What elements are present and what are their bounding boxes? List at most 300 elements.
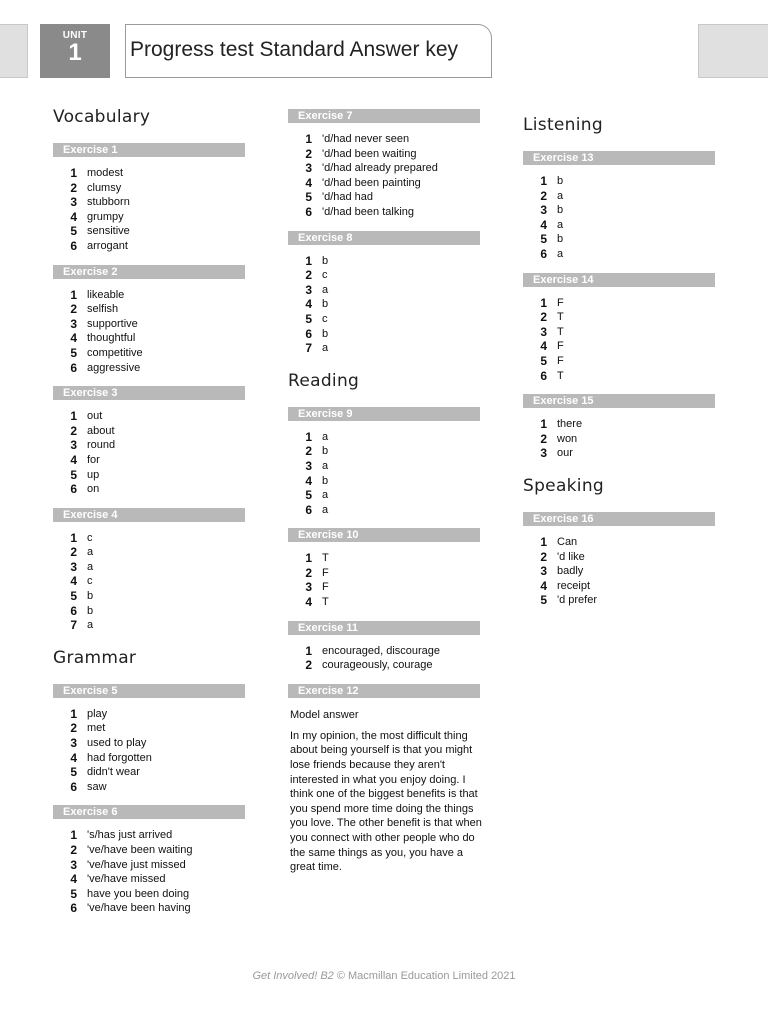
answer-number: 2 [70,423,77,438]
answer-text: had forgotten [87,751,152,764]
answer-number: 3 [70,857,77,872]
answer-text: a [322,342,329,355]
answer-list [523,417,715,461]
answer-number: 5 [305,190,312,205]
answer-list [288,254,480,356]
answer-number: 2 [70,180,77,195]
answer-text: c [87,575,93,588]
answer-number: 1 [70,409,77,424]
answer-number: 3 [305,580,312,595]
answer-number: 1 [305,253,312,268]
answer-row [288,580,480,595]
answer-text: sensitive [87,225,130,238]
answer-list [523,174,715,262]
answer-number: 3 [540,446,547,461]
answer-number: 2 [305,444,312,459]
answer-row [53,531,245,546]
answer-row [288,176,480,191]
answer-text: T [557,311,564,324]
answer-text: likeable [87,288,125,301]
answer-text: b [87,590,94,603]
answer-text: b [557,233,564,246]
exercise-header: Exercise 6 [53,805,245,819]
answer-list [53,409,245,497]
answer-row [53,858,245,873]
answer-row [523,369,715,384]
answer-text: grumpy [87,210,124,223]
answer-row [53,210,245,225]
answer-number: 3 [70,736,77,751]
answer-text: 'd/had been talking [322,205,415,218]
answer-list [53,531,245,633]
answer-row [288,132,480,147]
answer-text: a [87,619,94,632]
answer-row [523,247,715,262]
answer-row [53,361,245,376]
exercise-header: Exercise 5 [53,684,245,698]
answer-row [288,551,480,566]
unit-number: 1 [68,39,82,66]
answer-text: a [557,218,564,231]
answer-number: 1 [70,287,77,302]
grammar-heading: Grammar [53,647,137,668]
footer-copyright: © Macmillan Education Limited 2021 [333,970,516,982]
exercise-header: Exercise 16 [523,512,715,526]
answer-text: 've/have been waiting [87,844,193,856]
answer-text: modest [87,167,124,179]
answer-number: 6 [540,368,547,383]
footer-book-title: Get Involved! B2 [252,970,334,982]
answer-text: 'd/had never seen [322,133,410,145]
answer-text: F [557,296,564,309]
vocabulary-heading: Vocabulary [53,107,151,127]
answer-number: 1 [305,643,312,658]
answer-text: 'd/had had [322,191,374,204]
answer-number: 2 [305,146,312,161]
column-3 [523,115,715,608]
exercise-1 [53,143,245,254]
answer-number: 5 [70,765,77,780]
left-page-tab [0,24,28,78]
answer-row [288,327,480,342]
answer-row [53,901,245,916]
answer-text: clumsy [87,181,122,194]
answer-number: 1 [540,417,547,432]
answer-text: won [557,432,578,445]
answer-number: 4 [305,473,312,488]
answer-number: 6 [70,360,77,375]
exercise-header: Exercise 7 [288,109,480,123]
answer-row [288,268,480,283]
answer-row [53,195,245,210]
answer-number: 1 [540,534,547,549]
answer-text: b [557,204,564,217]
footer [0,970,768,982]
answer-number: 6 [305,326,312,341]
exercise-6 [53,805,245,916]
exercise-2 [53,265,245,376]
answer-number: 2 [540,188,547,203]
answer-text: a [322,459,329,472]
answer-number: 6 [540,246,547,261]
answer-text: 'd prefer [557,594,598,607]
answer-row [288,595,480,610]
answer-number: 3 [540,324,547,339]
answer-row [288,566,480,581]
answer-number: 4 [305,297,312,312]
answer-row [53,604,245,619]
answer-text: F [557,354,564,367]
answer-row [288,430,480,445]
answer-row [53,780,245,795]
answer-number: 6 [70,238,77,253]
answer-list [288,132,480,220]
answer-text: play [87,707,108,720]
answer-number: 2 [70,721,77,736]
answer-number: 1 [70,706,77,721]
exercise-12-header: Exercise 12 [288,684,480,698]
answer-row [53,736,245,751]
exercise-9 [288,407,480,518]
exercise-7 [288,109,480,220]
answer-row [288,147,480,162]
answer-list [53,828,245,916]
answer-row [288,488,480,503]
answer-row [523,218,715,233]
answer-text: 've/have just missed [87,858,186,871]
model-answer-label: Model answer [290,708,359,721]
answer-row [288,161,480,176]
answer-number: 5 [540,593,547,608]
answer-row [523,339,715,354]
answer-number: 3 [70,438,77,453]
exercise-header: Exercise 15 [523,394,715,408]
answer-text: F [322,581,329,594]
answer-text: F [557,340,564,353]
answer-list [288,644,480,673]
answer-number: 5 [70,345,77,360]
answer-row [288,341,480,356]
answer-row [523,417,715,432]
answer-number: 4 [540,578,547,593]
answer-text: b [557,175,564,187]
answer-row [523,203,715,218]
answer-number: 3 [540,203,547,218]
answer-number: 5 [70,886,77,901]
exercise-header: Exercise 10 [288,528,480,542]
answer-row [53,545,245,560]
answer-row [53,331,245,346]
answer-row [53,181,245,196]
exercise-header: Exercise 11 [288,621,480,635]
exercise-header: Exercise 4 [53,508,245,522]
answer-text: c [87,531,93,544]
answer-number: 5 [305,311,312,326]
answer-row [53,887,245,902]
answer-row [523,432,715,447]
answer-text: T [557,369,564,382]
answer-number: 4 [70,209,77,224]
answer-row [288,459,480,474]
answer-number: 2 [305,565,312,580]
answer-row [53,721,245,736]
answer-text: our [557,447,573,460]
answer-number: 5 [70,589,77,604]
answer-list [523,535,715,608]
title-box [125,24,492,78]
answer-number: 4 [70,750,77,765]
answer-row [53,618,245,633]
answer-row [523,310,715,325]
answer-number: 5 [70,467,77,482]
answer-number: 1 [305,429,312,444]
answer-text: a [557,247,564,260]
answer-number: 6 [305,502,312,517]
exercise-3 [53,386,245,497]
answer-list [288,430,480,518]
answer-row [53,751,245,766]
answer-number: 2 [305,658,312,673]
answer-text: 'd/had been waiting [322,147,417,160]
answer-row [523,564,715,579]
answer-row [288,503,480,518]
answer-row [53,589,245,604]
answer-row [53,843,245,858]
answer-text: up [87,468,100,481]
answer-row [288,254,480,269]
exercise-11 [288,621,480,673]
answer-text: b [322,298,329,311]
exercise-header: Exercise 2 [53,265,245,279]
answer-row [288,474,480,489]
answer-text: 'd/had already prepared [322,162,438,175]
answer-row [53,482,245,497]
answer-row [523,325,715,340]
answer-list [53,288,245,376]
answer-number: 7 [70,618,77,633]
answer-number: 4 [70,452,77,467]
answer-row [288,190,480,205]
answer-row [523,174,715,189]
answer-row [53,239,245,254]
answer-number: 3 [305,458,312,473]
answer-text: Can [557,535,578,548]
unit-label: UNIT [62,30,88,41]
answer-row [53,224,245,239]
answer-number: 5 [540,353,547,368]
answer-text: a [322,430,329,443]
answer-number: 2 [305,268,312,283]
answer-text: supportive [87,317,138,330]
exercise-14 [523,273,715,384]
answer-number: 6 [70,779,77,794]
answer-text: b [322,445,329,458]
exercise-10 [288,528,480,609]
answer-text: c [322,312,328,325]
exercise-15 [523,394,715,461]
answer-list [523,296,715,384]
answer-number: 2 [70,843,77,857]
answer-text: b [87,604,94,617]
answer-text: b [322,254,329,267]
answer-row [288,444,480,459]
answer-row [288,297,480,312]
answer-text: competitive [87,346,143,359]
exercise-5 [53,684,245,795]
answer-text: courageously, courage [322,659,433,672]
answer-number: 7 [305,341,312,356]
answer-number: 5 [540,232,547,247]
answer-row [53,828,245,843]
answer-text: F [322,566,329,579]
answer-number: 5 [70,224,77,239]
exercise-16 [523,512,715,608]
answer-row [523,535,715,550]
answer-text: didn't wear [87,766,140,779]
answer-number: 2 [540,431,547,446]
answer-text: on [87,483,100,496]
exercise-13 [523,151,715,262]
answer-row [288,312,480,327]
exercise-4 [53,508,245,633]
answer-row [523,579,715,594]
answer-list [53,707,245,795]
answer-row [523,550,715,565]
answer-row [53,453,245,468]
answer-number: 4 [305,595,312,610]
answer-row [53,872,245,887]
answer-text: used to play [87,737,147,750]
page-title: Progress test Standard Answer key [130,38,458,61]
answer-row [53,166,245,181]
answer-text: saw [87,780,107,793]
answer-number: 4 [70,331,77,346]
answer-row [53,288,245,303]
answer-row [53,560,245,575]
answer-number: 1 [305,551,312,566]
exercise-header: Exercise 9 [288,407,480,421]
answer-text: about [87,424,115,437]
answer-number: 1 [70,828,77,843]
speaking-heading: Speaking [523,475,604,496]
answer-number: 3 [305,161,312,176]
model-answer-text: In my opinion, the most difficult thing about being yourself is that you might lose friends because they aren't interested in what you enjoy doing. I think one of the biggest benefits is that you spend more time doing the things you love. The other benefit is that when you connect with other people who do the same things as you, you have a great time. [290,729,482,874]
answer-number: 3 [70,195,77,210]
answer-number: 6 [305,204,312,219]
answer-row [53,765,245,780]
answer-number: 5 [305,488,312,503]
answer-row [53,346,245,361]
answer-row [53,317,245,332]
answer-number: 4 [540,339,547,354]
exercise-8 [288,231,480,356]
answer-text: 've/have missed [87,873,166,886]
answer-text: encouraged, discourage [322,644,441,657]
answer-number: 6 [70,901,77,916]
answer-number: 2 [540,310,547,325]
exercise-header: Exercise 8 [288,231,480,245]
answer-text: 's/has just arrived [87,829,173,842]
answer-row [523,232,715,247]
exercise-header: Exercise 13 [523,151,715,165]
answer-row [53,302,245,317]
answer-text: b [322,327,329,340]
answer-number: 4 [70,574,77,589]
exercise-header: Exercise 14 [523,273,715,287]
answer-row [288,283,480,298]
exercise-header: Exercise 3 [53,386,245,400]
answer-number: 4 [70,872,77,887]
answer-number: 3 [70,559,77,574]
answer-text: arrogant [87,239,128,252]
answer-text: T [322,552,329,565]
answer-text: met [87,722,106,735]
answer-text: have you been doing [87,887,190,900]
answer-row [53,574,245,589]
answer-number: 2 [70,545,77,560]
answer-list [53,166,245,254]
answer-text: there [557,418,583,431]
answer-number: 3 [305,282,312,297]
answer-row [288,644,480,659]
answer-text: a [322,489,329,502]
answer-text: a [87,546,94,559]
answer-text: a [322,503,329,516]
answer-number: 1 [70,530,77,545]
answer-text: receipt [557,579,591,592]
answer-row [288,658,480,673]
answer-text: T [557,325,564,338]
answer-text: thoughtful [87,332,136,345]
reading-heading: Reading [288,370,360,391]
answer-text: selfish [87,303,119,316]
answer-number: 1 [305,132,312,146]
answer-number: 1 [70,166,77,180]
answer-number: 4 [540,217,547,232]
answer-number: 3 [70,316,77,331]
answer-list [288,551,480,609]
answer-row [53,468,245,483]
answer-number: 6 [70,603,77,618]
answer-text: badly [557,565,584,578]
answer-number: 4 [305,175,312,190]
answer-text: 'd/had been painting [322,176,421,189]
answer-number: 3 [540,564,547,579]
answer-text: T [322,596,329,609]
answer-row [523,296,715,311]
answer-text: b [322,474,329,487]
right-page-tab [698,24,768,78]
answer-text: round [87,439,116,452]
answer-number: 6 [70,482,77,497]
answer-text: aggressive [87,361,141,374]
unit-badge [40,24,110,78]
answer-text: stubborn [87,196,130,209]
answer-text: 'd like [557,550,585,563]
listening-heading: Listening [523,115,603,135]
answer-row [53,424,245,439]
answer-text: 've/have been having [87,902,191,915]
answer-number: 1 [540,295,547,310]
answer-number: 2 [540,549,547,564]
exercise-header: Exercise 1 [53,143,245,157]
answer-number: 2 [70,302,77,317]
answer-text: a [322,283,329,296]
answer-row [523,354,715,369]
answer-text: a [87,560,94,573]
answer-row [53,409,245,424]
answer-number: 1 [540,174,547,188]
